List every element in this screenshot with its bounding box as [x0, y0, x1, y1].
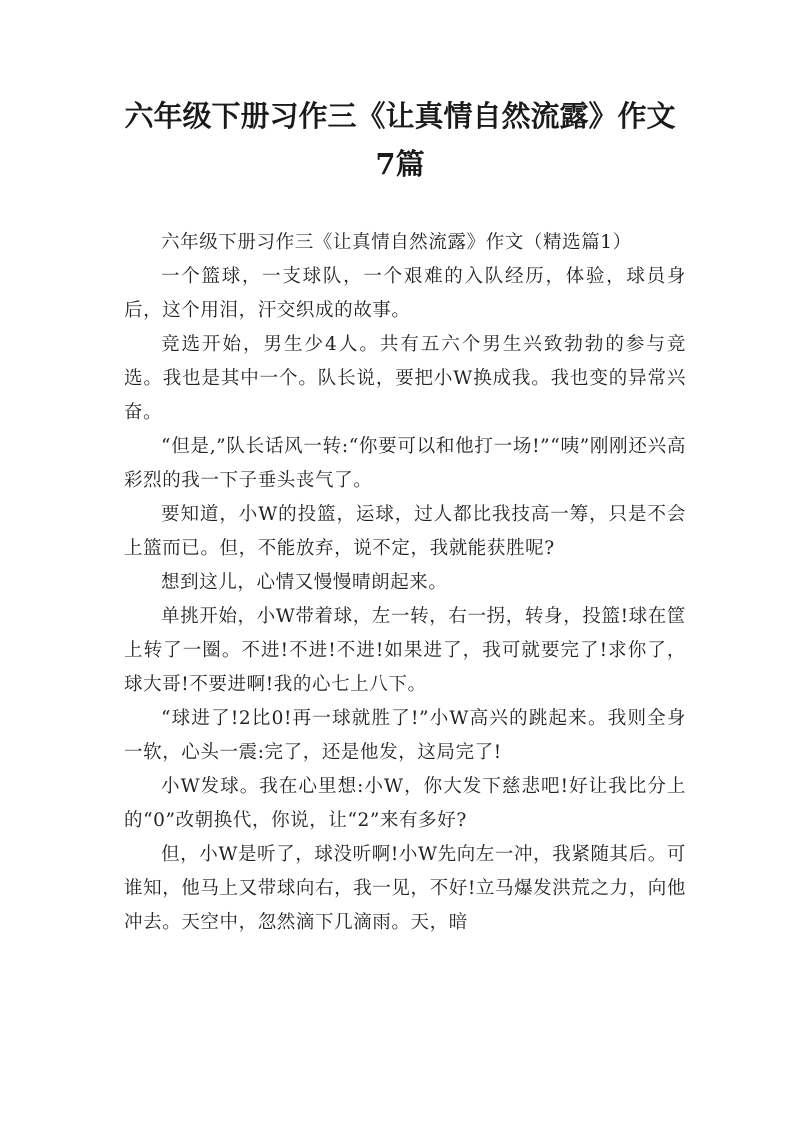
title-line-1: 六年级下册习作三《让真情自然流露》作文 [124, 99, 676, 133]
paragraph-2: 一个篮球，一支球队，一个艰难的入队经历，体验，球员身后，这个用泪，汗交织成的故事。 [124, 266, 686, 321]
paragraph-3: 竞选开始，男生少4人。共有五六个男生兴致勃勃的参与竞选。我也是其中一个。队长说，要把小W换成我。我也变的异常兴奋。 [124, 334, 686, 423]
document-body [124, 226, 686, 940]
paragraph-5: 要知道，小W的投篮，运球，过人都比我技高一筹，只是不会上篮而已。但，不能放弃，说不定，我就能获胜呢? [124, 504, 686, 559]
paragraph-7: 单挑开始，小W带着球，左一转，右一拐，转身，投篮!球在筐上转了一圈。不进!不进!不进!如果进了，我可就要完了!求你了，球大哥!不要进啊!我的心七上八下。 [124, 606, 686, 695]
paragraph-1: 六年级下册习作三《让真情自然流露》作文（精选篇1） [161, 232, 632, 253]
paragraph-9: 小W发球。我在心里想:小W，你大发下慈悲吧!好让我比分上的“0”改朝换代，你说，让“2”来有多好? [124, 776, 686, 831]
paragraph-8: “球进了!2比0!再一球就胜了!”小W高兴的跳起来。我则全身一软，心头一震:完了，还是他发，这局完了! [124, 708, 686, 763]
paragraph-4: “但是,”队长话风一转:“你要可以和他打一场!”“咦”刚刚还兴高彩烈的我一下子垂头丧气了。 [124, 436, 686, 491]
paragraph-10: 但，小W是听了，球没听啊!小W先向左一冲，我紧随其后。可谁知，他马上又带球向右，我一见，不好!立马爆发洪荒之力，向他冲去。天空中，忽然滴下几滴雨。天，暗 [124, 844, 686, 933]
paragraph-6: 想到这儿，心情又慢慢晴朗起来。 [161, 572, 448, 593]
document-title [100, 92, 700, 188]
title-line-2: 7篇 [375, 147, 425, 181]
